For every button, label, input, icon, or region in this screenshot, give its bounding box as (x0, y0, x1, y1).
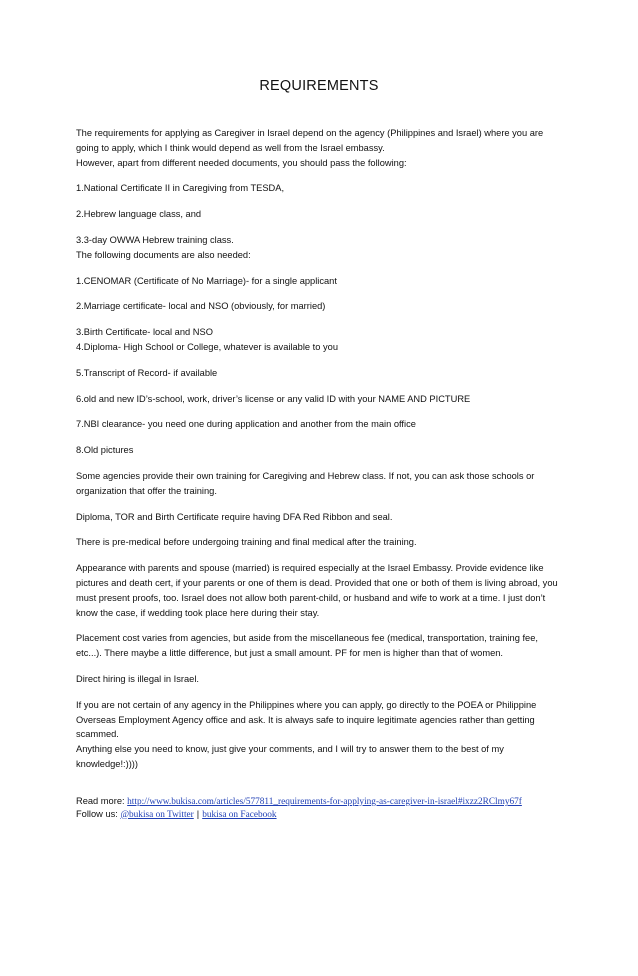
intro-paragraph: The requirements for applying as Caregiver in Israel depend on the agency (Philippines and Israel) where you are going to apply, which I think would depend as well from the Israel embassy. (76, 128, 544, 153)
embassy-paragraph: Appearance with parents and spouse (married) is required especially at the Israel Embassy. Provide evidence like pictures and death cert, if your parents or one of them is dead. Provided that one or both of them is living abroad, you must present proofs, too. Israel does not allow both parent-child, or husband and wife to work at a time. I just don’t know the case, if wedding took place here during their stay. (76, 563, 558, 618)
intro-followup-paragraph: However, apart from different needed documents, you should pass the following: (76, 157, 407, 168)
read-more-link[interactable]: http://www.bukisa.com/articles/577811_requirements-for-applying-as-caregiver-in-israel#ixzz2RClmy67f (127, 797, 522, 807)
document-item-1: 1.CENOMAR (Certificate of No Marriage)- for a single applicant (76, 275, 337, 286)
medical-paragraph: There is pre-medical before undergoing training and final medical after the training. (76, 537, 417, 548)
requirement-item-3: 3.3-day OWWA Hebrew training class. (76, 234, 234, 245)
follow-us-label: Follow us: (76, 808, 121, 819)
closing-paragraph: Anything else you need to know, just give your comments, and I will try to answer them to the best of my knowledge!:)))) (76, 744, 504, 769)
link-separator: | (196, 808, 200, 819)
document-item-4: 4.Diploma- High School or College, whatever is available to you (76, 341, 338, 352)
follow-us-line (76, 809, 576, 822)
document-item-2: 2.Marriage certificate- local and NSO (obviously, for married) (76, 301, 326, 312)
red-ribbon-paragraph: Diploma, TOR and Birth Certificate require having DFA Red Ribbon and seal. (76, 511, 393, 522)
poea-paragraph: If you are not certain of any agency in the Philippines where you can apply, go directly to the POEA or Philippine Overseas Employment Agency office and ask. It is always safe to inquire legitimate agencies rather than getting scammed. (76, 699, 537, 740)
article-body (76, 126, 562, 772)
documents-intro: The following documents are also needed: (76, 249, 251, 260)
document-item-8: 8.Old pictures (76, 445, 134, 456)
training-paragraph: Some agencies provide their own training for Caregiving and Hebrew class. If not, you can ask those schools or organization that offer the training. (76, 470, 535, 496)
direct-hiring-paragraph: Direct hiring is illegal in Israel. (76, 673, 199, 684)
twitter-link[interactable]: @bukisa on Twitter (120, 809, 194, 820)
requirement-item-1: 1.National Certificate II in Caregiving from TESDA, (76, 183, 285, 194)
read-more-line (76, 796, 576, 809)
placement-cost-paragraph: Placement cost varies from agencies, but aside from the miscellaneous fee (medical, transportation, training fee, etc...). There maybe a little difference, but just a small amount. PF for men is higher than that of women. (76, 633, 538, 659)
page-title: REQUIREMENTS (259, 78, 379, 94)
read-more-label: Read more: (76, 796, 128, 806)
facebook-link[interactable]: bukisa on Facebook (202, 809, 277, 820)
requirement-item-2: 2.Hebrew language class, and (76, 209, 202, 220)
document-item-7: 7.NBI clearance- you need one during application and another from the main office (76, 419, 416, 430)
document-item-6: 6.old and new ID’s-school, work, driver’s license or any valid ID with your NAME AND PICTURE (76, 393, 471, 404)
source-footer (76, 796, 576, 821)
document-item-5: 5.Transcript of Record- if available (76, 367, 218, 378)
document-item-3: 3.Birth Certificate- local and NSO (76, 327, 213, 338)
